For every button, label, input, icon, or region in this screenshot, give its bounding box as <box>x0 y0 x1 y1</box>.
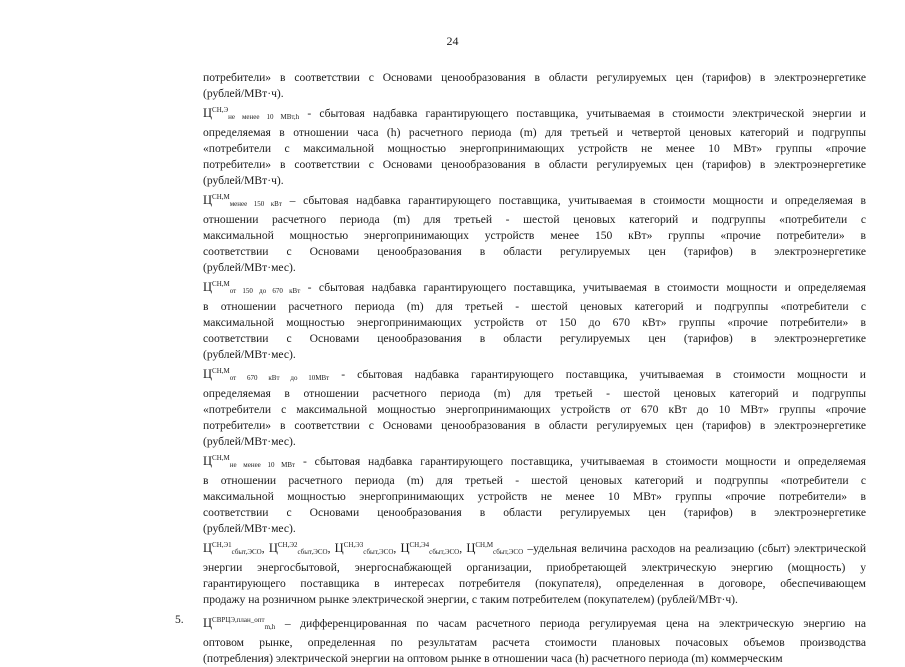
line-text: потребители» в соответствии с Основами ценообразования в области регулируемых цен (тарифов) в электроэнергетике <box>203 71 866 84</box>
symbol-base: Ц <box>203 541 213 555</box>
line-text: в отношении расчетного периода (m) для третьей - шестой ценовых категорий и подгруппы «потребители с <box>203 300 866 313</box>
symbol-subscript: менее 150 кВт <box>229 200 282 208</box>
text-line <box>203 189 866 212</box>
symbol-subscript: не менее 10 МВт,h <box>228 113 300 121</box>
text-line <box>203 260 866 276</box>
symbol-superscript: СН,Э4 <box>409 541 430 549</box>
symbol-subscript: не менее 10 МВт <box>229 461 296 469</box>
formula-symbol <box>400 541 459 555</box>
symbol-subscript: от 670 кВт до 10МВт <box>229 374 330 382</box>
symbol-separator: , <box>393 542 401 555</box>
symbol-superscript: СН,М <box>212 193 230 201</box>
text-line <box>203 402 866 418</box>
symbol-base: Ц <box>203 280 213 294</box>
paragraph <box>203 70 866 102</box>
text-line <box>203 102 866 125</box>
paragraph <box>203 189 866 276</box>
symbol-superscript: СН,Э1 <box>212 541 232 549</box>
formula-symbol <box>203 106 299 120</box>
line-text: в отношении расчетного периода (m) для третьей - шестой ценовых категорий и подгруппы «потребители с <box>203 474 866 487</box>
formula-symbol <box>203 367 329 381</box>
text-line <box>203 592 866 608</box>
symbol-separator: , <box>327 542 335 555</box>
text-line <box>203 612 866 635</box>
text-line <box>203 157 866 173</box>
formula-symbol <box>269 541 328 555</box>
text-line <box>203 450 866 473</box>
formula-symbol <box>335 541 394 555</box>
text-line <box>203 651 866 667</box>
line-text: «потребители с максимальной мощностью энергопринимающих устройств не менее 10 МВт» группы «прочие <box>203 142 866 155</box>
text-line <box>203 635 866 651</box>
line-text: потребители» в соответствии с Основами ценообразования в области регулируемых цен (тарифов) в электроэнергетике <box>203 158 866 171</box>
page-number: 24 <box>446 34 459 48</box>
line-text: (рублей/МВт·мес). <box>203 348 296 361</box>
symbol-base: Ц <box>466 541 476 555</box>
text-line <box>203 173 866 189</box>
line-text: продажу на розничном рынке электрической энергии, с таким потребителем (покупателем) (рублей/МВт·ч). <box>203 593 738 606</box>
symbol-subscript: сбыт,ЭСО <box>297 548 328 556</box>
line-text: «потребители с максимальной мощностью энергопринимающих устройств от 670 кВт до 10 МВт» группы «прочие <box>203 403 866 416</box>
line-text: гарантирующего поставщика в интересах потребителя (покупателя), определенная в договоре, обеспечивающем <box>203 577 866 590</box>
symbol-base: Ц <box>203 367 213 381</box>
symbol-superscript: СН,М <box>212 454 230 462</box>
symbol-superscript: СН,Э2 <box>277 541 298 549</box>
symbol-base: Ц <box>400 541 410 555</box>
symbol-base: Ц <box>203 193 213 207</box>
line-text: –удельная величина расходов на реализацию (сбыт) электрической <box>523 542 866 555</box>
text-line <box>203 434 866 450</box>
symbol-superscript: СН,М <box>475 541 494 549</box>
symbol-subscript: m,h <box>264 623 276 631</box>
symbol-superscript: СВРЦЭ,план_опт <box>212 616 265 624</box>
text-line <box>203 141 866 157</box>
text-line <box>203 331 866 347</box>
symbol-subscript: от 150 до 670 кВт <box>229 287 301 295</box>
line-text: определяемая в отношении часа (h) расчетного периода (m) для третьей и четвертой ценовых категорий и подгруппы <box>203 126 866 139</box>
line-text: (рублей/МВт·мес). <box>203 261 296 274</box>
line-text: (рублей/МВт·ч). <box>203 174 284 187</box>
text-line <box>203 537 866 560</box>
paragraph <box>203 276 866 363</box>
text-line <box>203 489 866 505</box>
symbol-superscript: СН,Э3 <box>343 541 364 549</box>
symbol-superscript: СН,Э <box>212 106 229 114</box>
line-text: - сбытовая надбавка гарантирующего поставщика, учитываемая в стоимости мощности и определяемая <box>295 455 866 468</box>
text-line <box>203 86 866 102</box>
document-body <box>175 70 866 667</box>
text-line <box>203 386 866 402</box>
symbol-separator: , <box>261 542 269 555</box>
symbol-base: Ц <box>203 616 213 630</box>
symbol-subscript: сбыт,ЭСО <box>493 548 524 556</box>
text-line <box>203 505 866 521</box>
line-text: (рублей/МВт·мес). <box>203 435 296 448</box>
line-text: - сбытовая надбавка гарантирующего поставщика, учитываемая в стоимости мощности и определяемая <box>300 281 866 294</box>
symbol-superscript: СН,М <box>212 280 230 288</box>
text-line <box>203 315 866 331</box>
text-line <box>203 473 866 489</box>
formula-symbol <box>203 280 300 294</box>
paragraph <box>203 102 866 189</box>
line-text: определяемая в отношении расчетного периода (m) для третьей - шестой ценовых категорий и подгруппы <box>203 387 866 400</box>
line-text: (потребления) электрической энергии на оптовом рынке в отношении часа (h) расчетного периода (m) коммерческим <box>203 652 783 665</box>
formula-symbol <box>203 454 295 468</box>
text-line <box>203 347 866 363</box>
formula-symbol <box>203 616 275 630</box>
line-text: – дифференцированная по часам расчетного периода регулируемая цена на электрическую энергию на <box>275 617 866 630</box>
text-line <box>203 521 866 537</box>
formula-symbol <box>203 193 282 207</box>
line-text: отношении расчетного периода (m) для третьей - шестой ценовых категорий и подгруппы «потребители с <box>203 213 866 226</box>
line-text: максимальной мощностью энергопринимающих устройств не менее 10 МВт» группы «прочие потребители» в <box>203 490 866 503</box>
line-text: энергии энергосбытовой, энергоснабжающей организации, приобретающей электрическую энергию (мощность) у <box>203 561 866 574</box>
line-text: - сбытовая надбавка гарантирующего поставщика, учитываемая в стоимости электрической энергии и <box>299 107 866 120</box>
text-line <box>203 212 866 228</box>
text-line <box>203 70 866 86</box>
line-text: оптовом рынке, определенная по результатам расчета стоимости плановых почасовых объемов производства <box>203 636 866 649</box>
line-text: - сбытовая надбавка гарантирующего поставщика, учитываемая в стоимости мощности и <box>329 368 866 381</box>
symbol-base: Ц <box>203 106 213 120</box>
symbol-superscript: СН,М <box>212 367 230 375</box>
line-text: – сбытовая надбавка гарантирующего поставщика, учитываемая в стоимости мощности и определяемая в <box>281 194 866 207</box>
formula-symbol <box>466 541 523 555</box>
line-text: соответствии с Основами ценообразования в области регулируемых цен (тарифов) в электроэнергетике <box>203 332 866 345</box>
formula-symbol <box>203 541 262 555</box>
text-line <box>203 125 866 141</box>
text-line <box>203 228 866 244</box>
paragraph <box>203 450 866 537</box>
symbol-separator: , <box>459 542 467 555</box>
item-number: 5. <box>175 613 184 626</box>
symbol-subscript: сбыт,ЭСО <box>363 548 394 556</box>
symbol-subscript: сбыт,ЭСО <box>231 548 262 556</box>
line-text: максимальной мощностью энергопринимающих устройств от 150 до 670 кВт» группы «прочие потребители» в <box>203 316 866 329</box>
line-text: (рублей/МВт·мес). <box>203 522 296 535</box>
text-line <box>203 576 866 592</box>
line-text: потребители» в соответствии с Основами ценообразования в области регулируемых цен (тарифов) в электроэнергетике <box>203 419 866 432</box>
line-text: (рублей/МВт·ч). <box>203 87 284 100</box>
symbol-base: Ц <box>268 541 278 555</box>
line-text: соответствии с Основами ценообразования в области регулируемых цен (тарифов) в электроэнергетике <box>203 245 866 258</box>
paragraph <box>203 537 866 608</box>
line-text: максимальной мощностью энергопринимающих устройств менее 150 кВт» группы «прочие потребители» в <box>203 229 866 242</box>
paragraph <box>203 363 866 450</box>
symbol-base: Ц <box>334 541 344 555</box>
symbol-subscript: сбыт,ЭСО <box>429 548 460 556</box>
text-line <box>203 244 866 260</box>
symbol-base: Ц <box>203 454 213 468</box>
line-text: соответствии с Основами ценообразования в области регулируемых цен (тарифов) в электроэнергетике <box>203 506 866 519</box>
text-line <box>203 418 866 434</box>
text-line <box>203 299 866 315</box>
text-line <box>203 276 866 299</box>
text-line <box>203 363 866 386</box>
text-line <box>203 560 866 576</box>
